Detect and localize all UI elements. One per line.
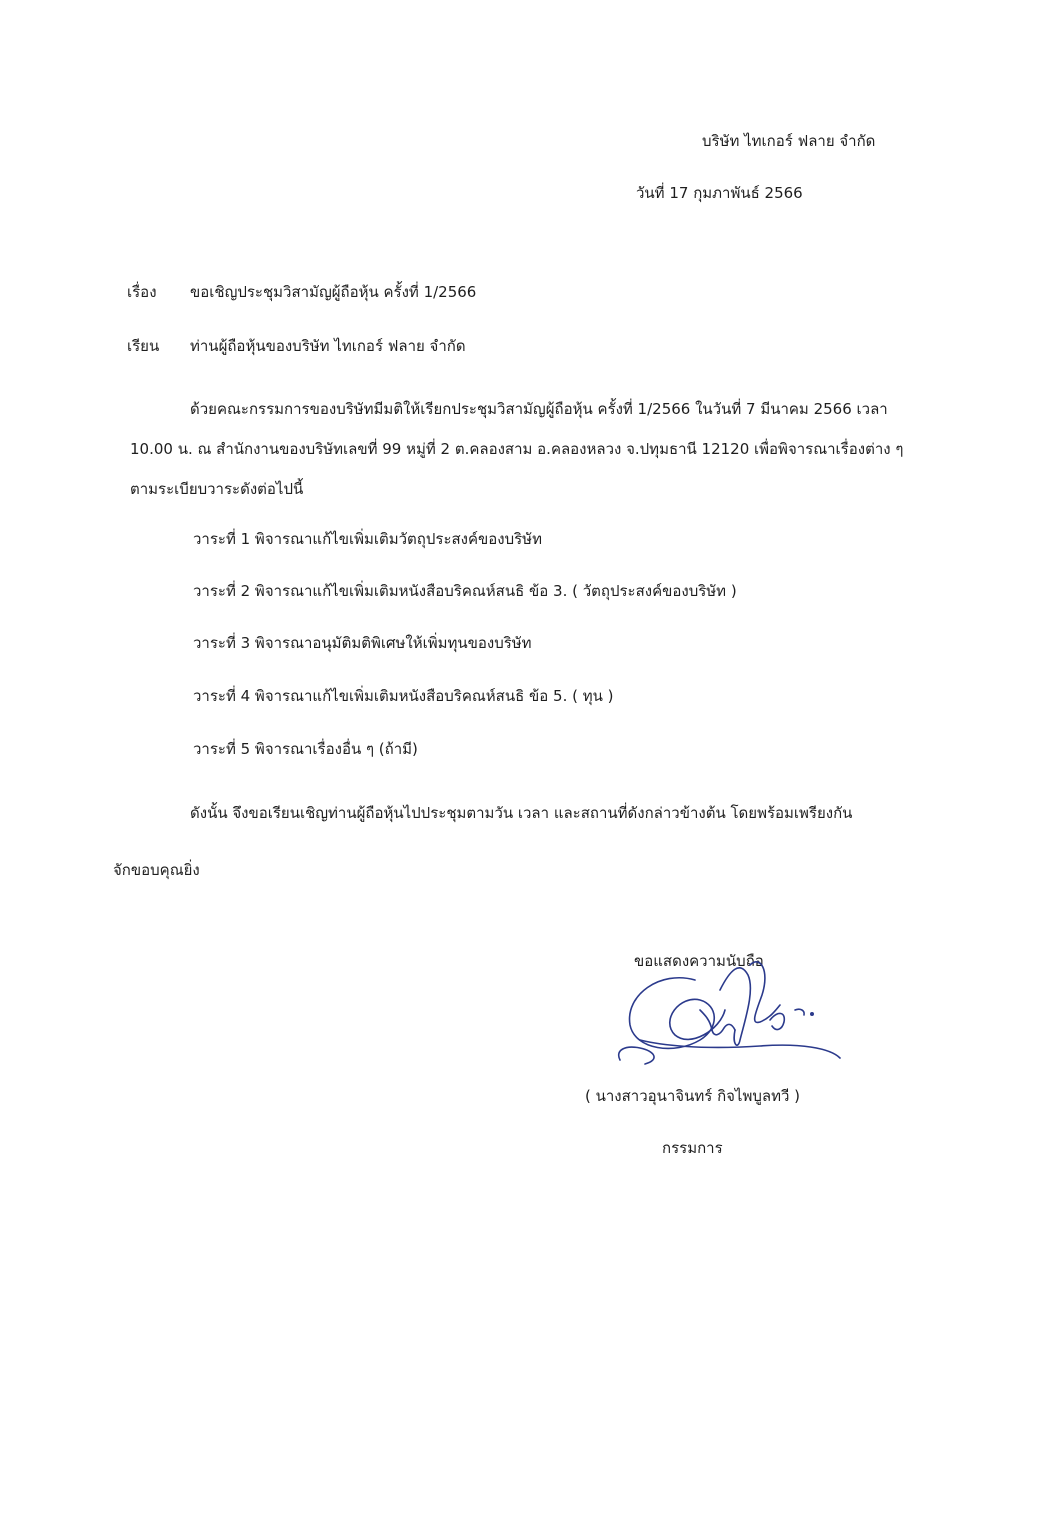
closing-line: ดังนั้น จึงขอเรียนเชิญท่านผู้ถือหุ้นไปประชุมตามวัน เวลา และสถานที่ดังกล่าวข้างต้น โดยพร้อมเพรียงกัน [190,804,853,822]
body-paragraph-line: ตามระเบียบวาระดังต่อไปนี้ [130,480,304,498]
signer-name: ( นางสาวอุนาจินทร์ กิจไพบูลทวี ) [585,1087,801,1105]
subject-text: ขอเชิญประชุมวิสามัญผู้ถือหุ้น ครั้งที่ 1/2566 [190,283,477,301]
agenda-item: วาระที่ 4 พิจารณาแก้ไขเพิ่มเติมหนังสือบริคณห์สนธิ ข้อ 5. ( ทุน ) [193,687,614,705]
handwritten-signature-icon [600,950,860,1080]
company-name: บริษัท ไทเกอร์ ฟลาย จำกัด [702,132,876,150]
recipient-label: เรียน [127,337,160,355]
closing-line: จักขอบคุณยิ่ง [113,861,200,879]
recipient-text: ท่านผู้ถือหุ้นของบริษัท ไทเกอร์ ฟลาย จำกัด [190,337,466,355]
body-paragraph-line: 10.00 น. ณ สำนักงานของบริษัทเลขที่ 99 หมู่ที่ 2 ต.คลองสาม อ.คลองหลวง จ.ปทุมธานี 12120 เพื่อพิจารณาเรื่องต่าง ๆ [130,440,904,458]
agenda-item: วาระที่ 5 พิจารณาเรื่องอื่น ๆ (ถ้ามี) [193,740,418,758]
regards-text: ขอแสดงความนับถือ [634,952,764,970]
signer-position: กรรมการ [662,1139,723,1157]
letter-date: วันที่ 17 กุมภาพันธ์ 2566 [636,184,803,202]
subject-label: เรื่อง [127,283,157,301]
agenda-item: วาระที่ 1 พิจารณาแก้ไขเพิ่มเติมวัตถุประสงค์ของบริษัท [193,530,542,548]
agenda-item: วาระที่ 2 พิจารณาแก้ไขเพิ่มเติมหนังสือบริคณห์สนธิ ข้อ 3. ( วัตถุประสงค์ของบริษัท ) [193,582,737,600]
body-paragraph-line: ด้วยคณะกรรมการของบริษัทมีมติให้เรียกประชุมวิสามัญผู้ถือหุ้น ครั้งที่ 1/2566 ในวันที่ 7 มีนาคม 2566 เวลา [190,400,888,418]
agenda-item: วาระที่ 3 พิจารณาอนุมัติมติพิเศษให้เพิ่มทุนของบริษัท [193,634,532,652]
